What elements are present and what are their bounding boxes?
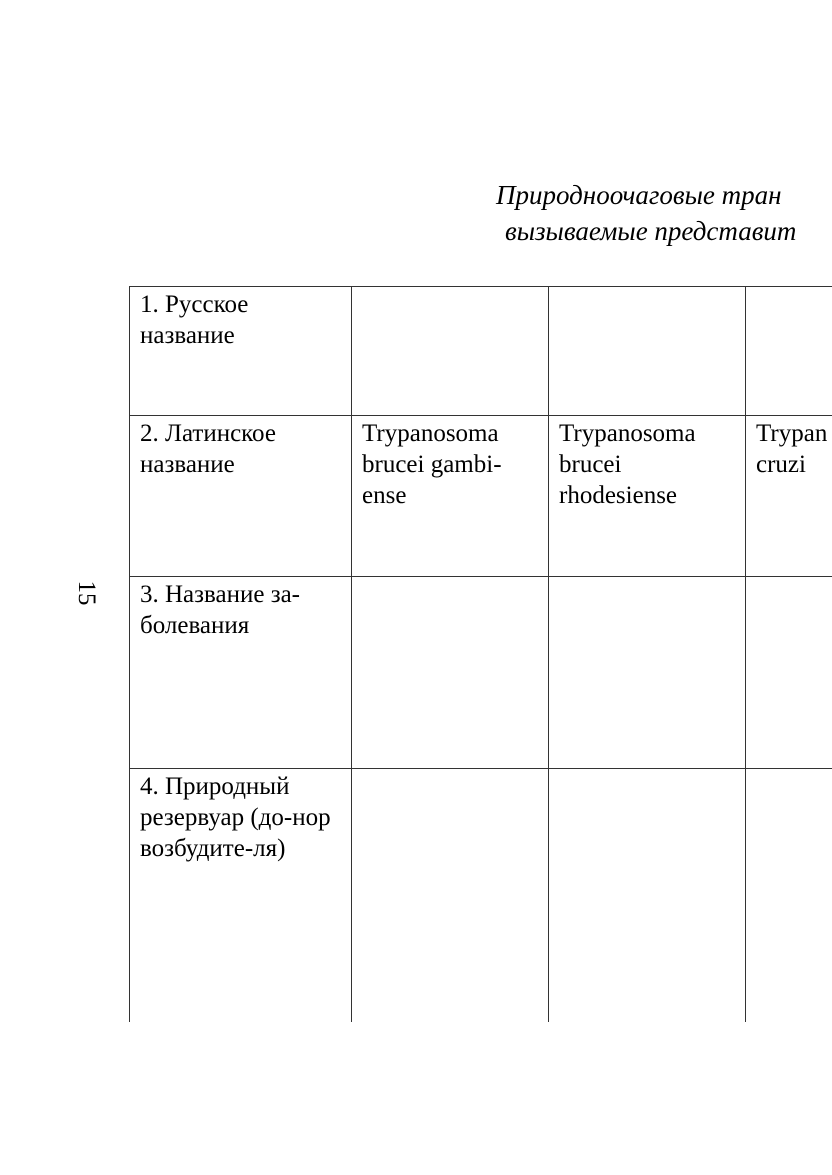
table-cell <box>549 416 746 577</box>
table-cell <box>746 577 832 769</box>
title-line-1: Природноочаговые тран <box>496 180 782 210</box>
table-cell <box>549 287 746 416</box>
row-label-cell <box>130 287 352 416</box>
table-cell <box>746 287 832 416</box>
row-label: 3. Название за-болевания <box>140 581 300 639</box>
table-cell <box>746 416 832 577</box>
table-row <box>130 287 832 416</box>
table-cell <box>549 577 746 769</box>
table-cell <box>746 769 832 1023</box>
table-cell <box>352 769 549 1023</box>
cell-text: Trypan cruzi <box>756 420 828 478</box>
table-cell <box>352 416 549 577</box>
row-label-cell <box>130 769 352 1023</box>
row-label: 2. Латинское название <box>140 420 276 478</box>
data-table-container <box>129 286 832 1022</box>
page-number: 15 <box>73 580 100 606</box>
cell-text: Trypanosoma brucei rhodesiense <box>559 420 696 509</box>
table-cell <box>352 287 549 416</box>
table-cell <box>352 577 549 769</box>
page-title <box>0 178 832 258</box>
table-row <box>130 769 832 1023</box>
title-line-2: вызываемые представит <box>505 216 797 246</box>
data-table <box>129 286 832 1022</box>
table-row <box>130 416 832 577</box>
row-label-cell <box>130 577 352 769</box>
cell-text: Trypanosoma brucei gambi-ense <box>362 420 502 509</box>
table-cell <box>549 769 746 1023</box>
row-label-cell <box>130 416 352 577</box>
row-label: 4. Природный резервуар (до-нор возбудите-ля) <box>140 773 331 862</box>
table-row <box>130 577 832 769</box>
row-label: 1. Русское название <box>140 291 249 349</box>
